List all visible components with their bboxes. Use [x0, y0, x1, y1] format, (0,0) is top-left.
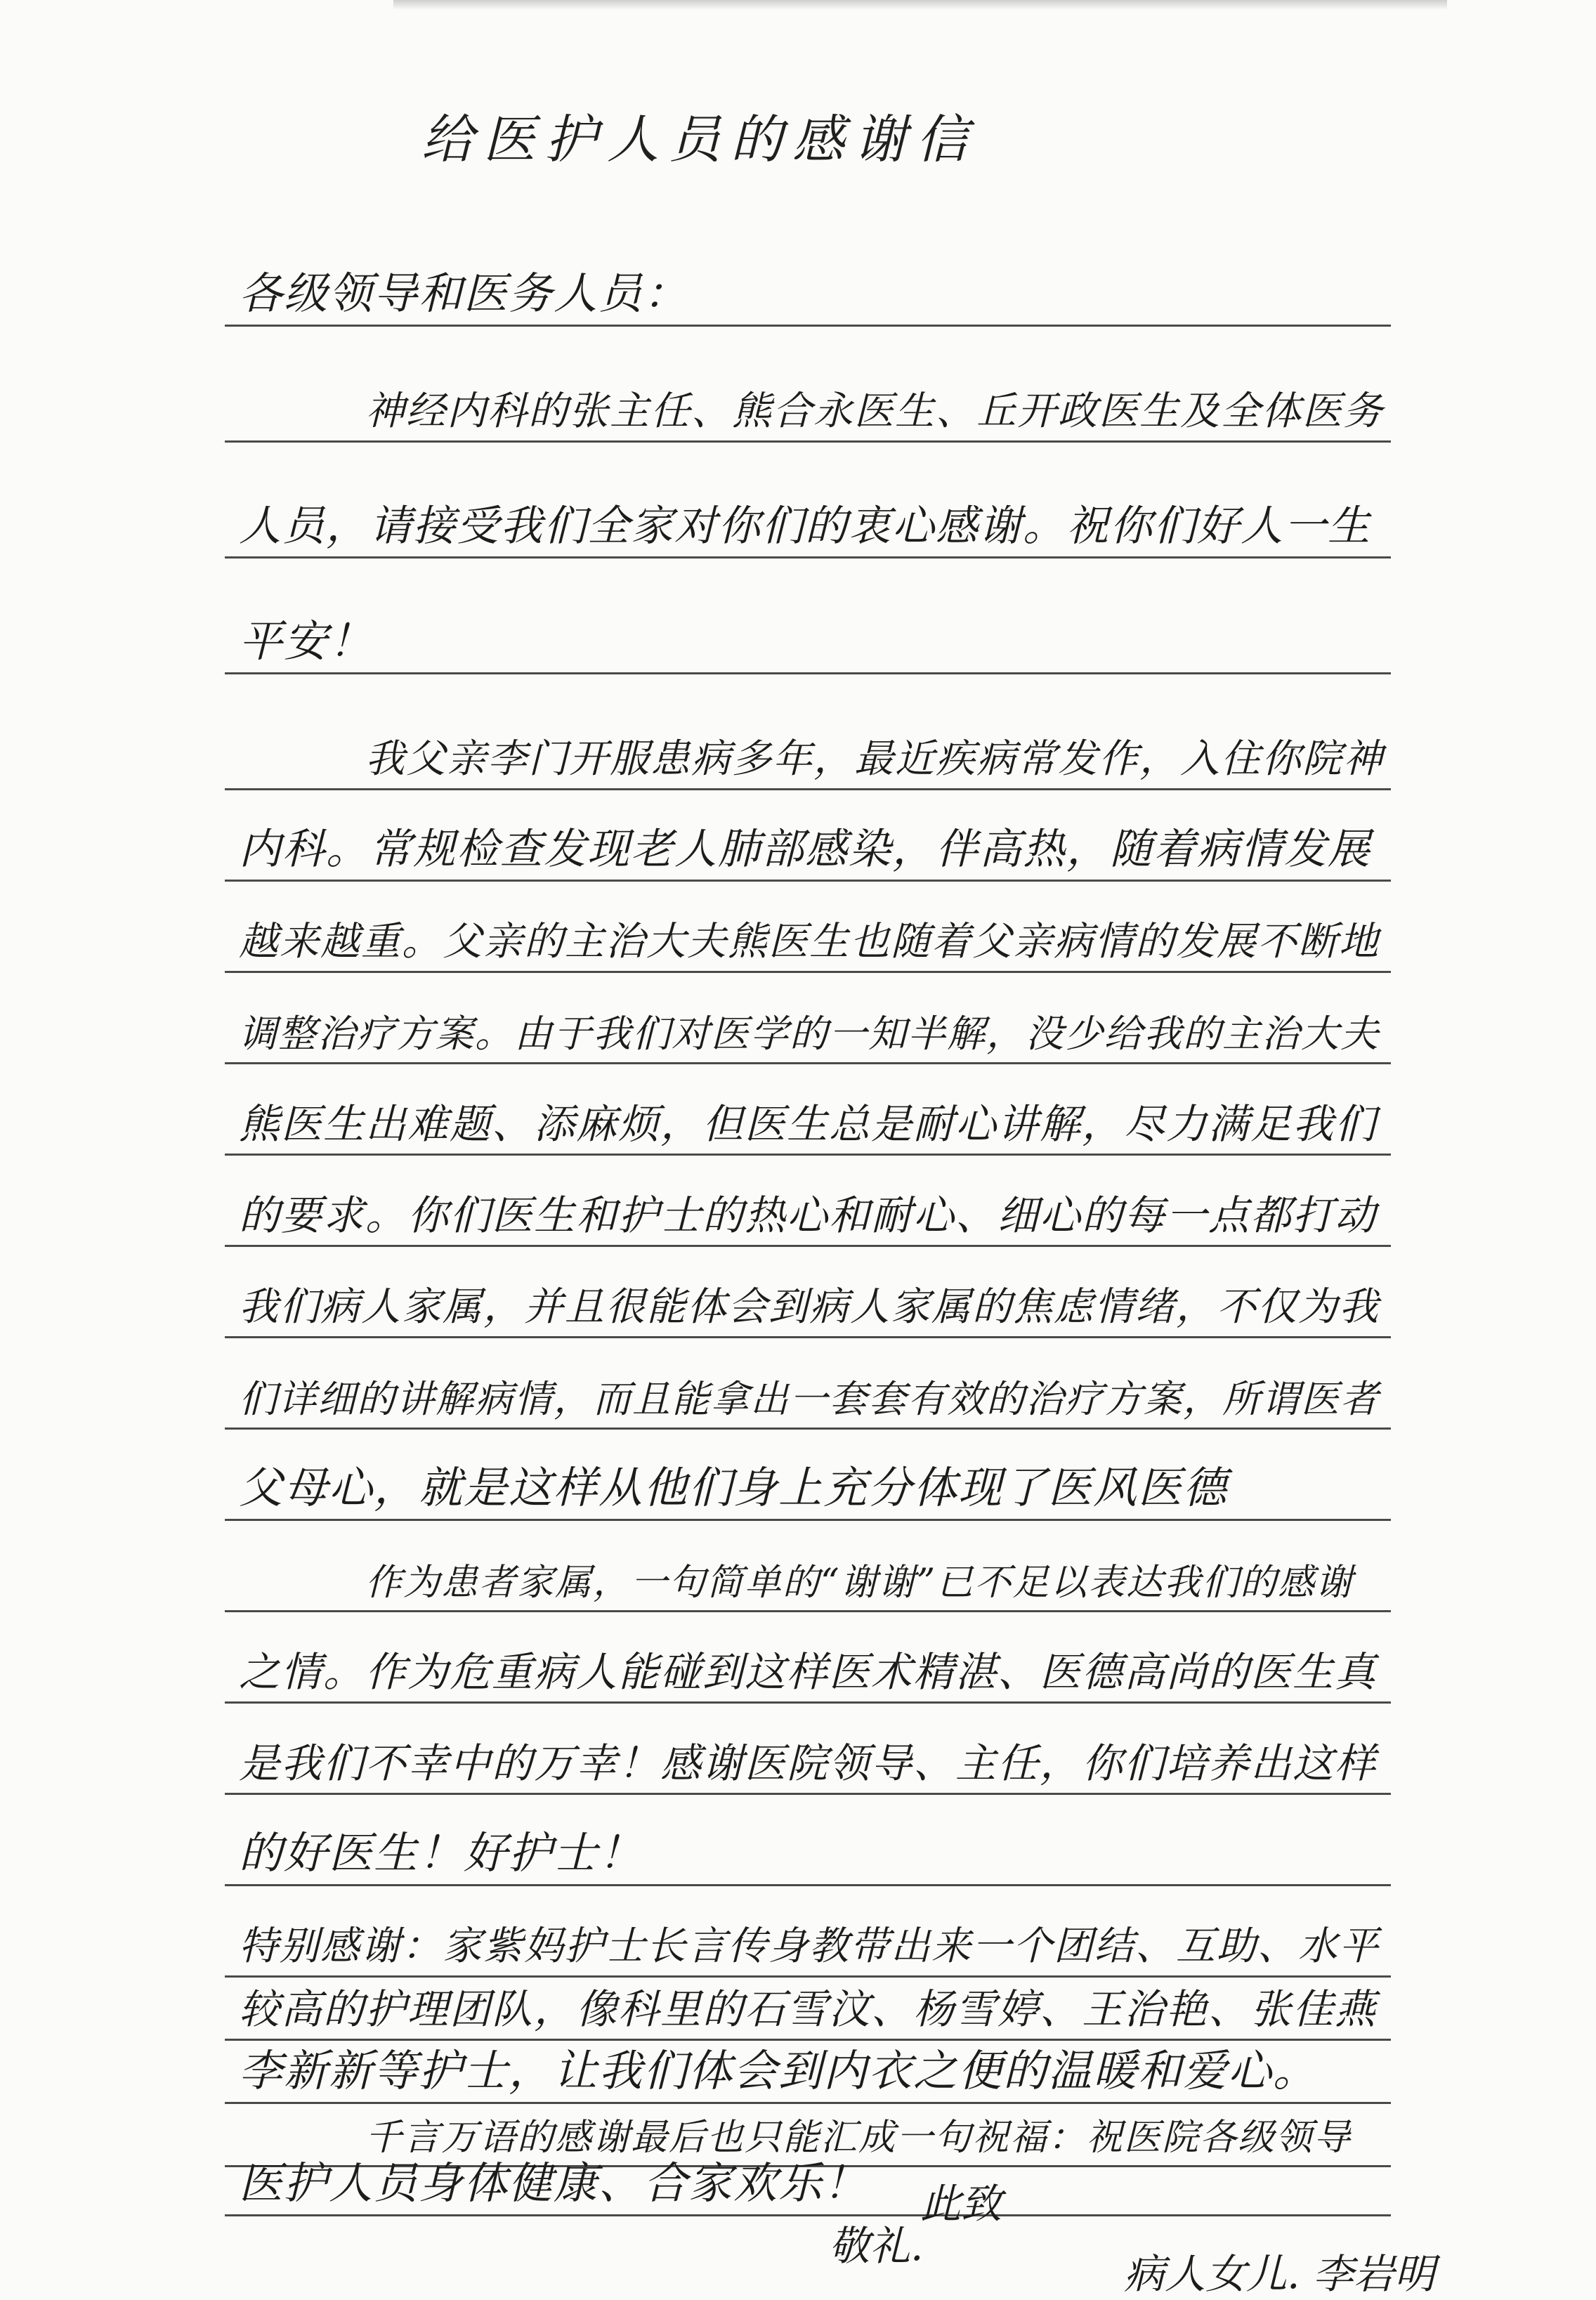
letter-line: 人员，请接受我们全家对你们的衷心感谢。祝你们好人一生	[225, 443, 1391, 558]
letter-line: 作为患者家属，一句简单的“谢谢”已不足以表达我们的感谢	[225, 1496, 1391, 1612]
letter-line: 神经内科的张主任、熊合永医生、丘开政医生及全体医务	[225, 327, 1391, 443]
letter-line: 父母心，就是这样从他们身上充分体现了医风医德	[225, 1405, 1391, 1521]
letter-line: 之情。作为危重病人能碰到这样医术精湛、医德高尚的医生真	[225, 1588, 1391, 1704]
letter-line: 的要求。你们医生和护士的热心和耐心、细心的每一点都打动	[225, 1131, 1391, 1247]
closing-salutation: 此致	[920, 2180, 1002, 2228]
letter-line: 调整治疗方案。由于我们对医学的一知半解，没少给我的主治大夫	[225, 948, 1391, 1064]
letter-line: 医护人员身体健康、合家欢乐！	[225, 2100, 1391, 2216]
letter-line: 平安！	[225, 558, 1391, 674]
letter-line: 各级领导和医务人员：	[225, 211, 1391, 327]
letter-line: 千言万语的感谢最后也只能汇成一句祝福：祝医院各级领导	[225, 2051, 1391, 2167]
letter-line: 较高的护理团队，像科里的石雪汶、杨雪婷、王治艳、张佳燕	[225, 1925, 1391, 2041]
letter-line: 内科。常规检查发现老人肺部感染，伴高热，随着病情发展	[225, 766, 1391, 882]
signature: 病人女儿. 李岩明	[1124, 2250, 1435, 2298]
letter-line: 熊医生出难题、添麻烦，但医生总是耐心讲解，尽力满足我们	[225, 1040, 1391, 1156]
letter-line: 越来越重。父亲的主治大夫熊医生也随着父亲病情的发展不断地	[225, 857, 1391, 973]
letter-line: 们详细的讲解病情，而且能拿出一套套有效的治疗方案，所谓医者	[225, 1314, 1391, 1430]
closing-regards: 敬礼.	[829, 2222, 924, 2270]
letter-line: 是我们不幸中的万幸！感谢医院领导、主任，你们培养出这样	[225, 1679, 1391, 1795]
letter-title: 给医护人员的感谢信	[421, 110, 978, 170]
letter-line: 我父亲李门开服患病多年，最近疾病常发作，入住你院神	[225, 674, 1391, 790]
letter-line: 特别感谢：家紫妈护士长言传身教带出来一个团结、互助、水平	[225, 1862, 1391, 1978]
letter-line: 李新新等护士，让我们体会到内衣之便的温暖和爱心。	[225, 1988, 1391, 2104]
letter-line: 我们病人家属，并且很能体会到病人家属的焦虑情绪，不仅为我	[225, 1222, 1391, 1338]
page-top-shadow	[393, 0, 1447, 10]
letter-line: 的好医生！好护士！	[225, 1770, 1391, 1886]
